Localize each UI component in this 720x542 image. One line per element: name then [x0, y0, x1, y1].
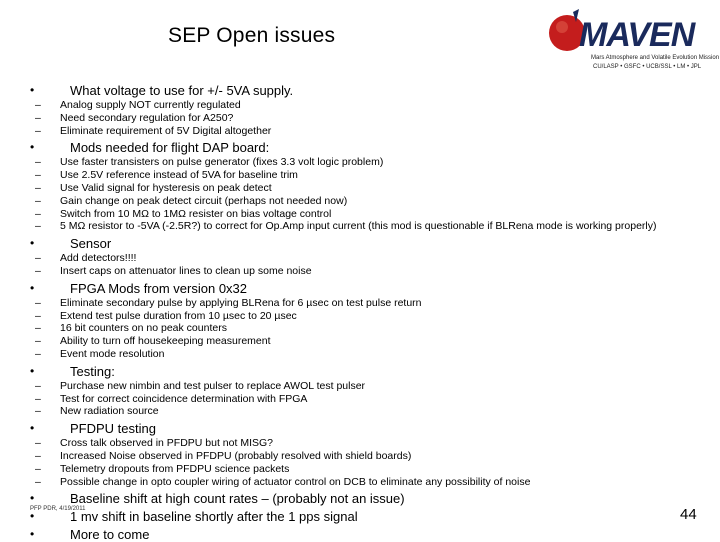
dash-icon: –: [35, 449, 41, 462]
dash-icon: –: [35, 392, 41, 405]
sub-bullet-text: Use 2.5V reference instead of 5VA for baseline trim: [60, 169, 298, 182]
dash-icon: –: [35, 335, 41, 348]
dash-icon: –: [35, 322, 41, 335]
dash-icon: –: [35, 475, 41, 488]
dash-icon: –: [35, 296, 41, 309]
bullet-text: FPGA Mods from version 0x32: [70, 280, 248, 296]
sub-bullet-item: [28, 463, 693, 476]
sub-bullet-text: Cross talk observed in PFDPU but not MISG?: [60, 437, 273, 450]
sub-bullet-item: [28, 437, 693, 450]
maven-logo: [543, 8, 720, 80]
sub-bullet-item: [28, 156, 693, 169]
dash-icon: –: [35, 181, 41, 194]
sub-bullet-text: Insert caps on attenuator lines to clean up some noise: [60, 264, 312, 277]
bullet-icon: •: [30, 527, 35, 542]
sub-bullet-item: [28, 208, 693, 221]
bullet-icon: •: [30, 509, 35, 524]
footer-text: PFP PDR, 4/19/2011: [30, 506, 86, 512]
sub-bullet-list: [28, 297, 693, 361]
dash-icon: –: [35, 207, 41, 220]
dash-icon: –: [35, 347, 41, 360]
sub-bullet-list: [28, 437, 693, 488]
sub-bullet-text: Add detectors!!!!: [60, 252, 137, 265]
dash-icon: –: [35, 309, 41, 322]
dash-icon: –: [35, 252, 41, 265]
sub-bullet-list: [28, 380, 693, 418]
sub-bullet-item: [28, 195, 693, 208]
sub-bullet-text: 16 bit counters on no peak counters: [60, 322, 227, 335]
bullet-icon: •: [30, 140, 35, 155]
sub-bullet-text: Telemetry dropouts from PFDPU science packets: [60, 462, 290, 475]
slide-title: SEP Open issues: [168, 24, 336, 47]
dash-icon: –: [35, 99, 41, 111]
bullet-icon: •: [30, 491, 35, 506]
bullet-icon: •: [30, 363, 35, 378]
sub-bullet-text: Purchase new nimbin and test pulser to replace AWOL test pulser: [60, 379, 366, 392]
bullet-item: [28, 509, 693, 524]
bullet-item: [28, 236, 693, 251]
sub-bullet-text: Analog supply NOT currently regulated: [60, 99, 241, 111]
sub-bullet-item: [28, 265, 693, 278]
sub-bullet-list: [28, 99, 693, 137]
logo-tagline: Mars Atmosphere and Volatile Evolution Mission: [591, 55, 720, 61]
bullet-item: [28, 364, 693, 379]
bullet-item: [28, 491, 693, 506]
sub-bullet-item: [28, 335, 693, 348]
bullet-item: [28, 140, 693, 155]
sub-bullet-item: [28, 125, 693, 138]
dash-icon: –: [35, 379, 41, 392]
bullet-text: 1 mv shift in baseline shortly after the 1 pps signal: [70, 509, 358, 525]
slide-body: [28, 80, 693, 542]
bullet-icon: •: [30, 421, 35, 436]
bullet-icon: •: [30, 280, 35, 295]
sub-bullet-text: Use Valid signal for hysteresis on peak detect: [60, 181, 272, 194]
sub-bullet-list: [28, 252, 693, 278]
maven-wordmark: MAVEN: [579, 16, 695, 54]
dash-icon: –: [35, 264, 41, 277]
sub-bullet-text: Use faster transisters on pulse generator (fixes 3.3 volt logic problem): [60, 156, 384, 169]
sub-bullet-text: Eliminate requirement of 5V Digital altogether: [60, 124, 272, 137]
sub-bullet-item: [28, 182, 693, 195]
sub-bullet-item: [28, 380, 693, 393]
sub-bullet-item: [28, 405, 693, 418]
sub-bullet-item: [28, 393, 693, 406]
dash-icon: –: [35, 194, 41, 207]
sub-bullet-text: Event mode resolution: [60, 347, 165, 360]
bullet-text: PFDPU testing: [70, 421, 156, 437]
bullet-text: Sensor: [70, 236, 112, 252]
bullet-item: [28, 83, 693, 98]
bullet-icon: •: [30, 83, 35, 97]
page-number: 44: [680, 506, 697, 523]
dash-icon: –: [35, 462, 41, 475]
sub-bullet-text: Ability to turn off housekeeping measurement: [60, 335, 271, 348]
sub-bullet-text: Eliminate secondary pulse by applying BLRena for 6 µsec on test pulse return: [60, 296, 422, 309]
sub-bullet-item: [28, 297, 693, 310]
sub-bullet-text: Extend test pulse duration from 10 µsec to 20 µsec: [60, 309, 297, 322]
sub-bullet-item: [28, 450, 693, 463]
sub-bullet-item: [28, 322, 693, 335]
bullet-text: More to come: [70, 527, 150, 542]
bullet-text: What voltage to use for +/- 5VA supply.: [70, 83, 294, 98]
sub-bullet-item: [28, 112, 693, 125]
bullet-item: [28, 281, 693, 296]
sub-bullet-text: Switch from 10 MΩ to 1MΩ resister on bias voltage control: [60, 207, 332, 220]
dash-icon: –: [35, 169, 41, 182]
sub-bullet-text: Possible change in opto coupler wiring of actuator control on DCB to eliminate any possibility of noise: [60, 475, 531, 488]
logo-partners: CU/LASP • GSFC • UCB/SSL • LM • JPL: [593, 64, 702, 70]
sub-bullet-item: [28, 169, 693, 182]
bullet-item: [28, 421, 693, 436]
sub-bullet-item: [28, 310, 693, 323]
sub-bullet-list: [28, 156, 693, 233]
sub-bullet-item: [28, 476, 693, 489]
bullet-icon: •: [30, 236, 35, 251]
sub-bullet-item: [28, 220, 693, 233]
dash-icon: –: [35, 156, 41, 169]
sub-bullet-text: Test for correct coincidence determination with FPGA: [60, 392, 308, 405]
bullet-text: Baseline shift at high count rates – (probably not an issue): [70, 491, 405, 507]
bullet-text: Testing:: [70, 363, 115, 379]
sub-bullet-item: [28, 99, 693, 112]
sub-bullet-text: New radiation source: [60, 405, 159, 418]
dash-icon: –: [35, 220, 41, 233]
dash-icon: –: [35, 437, 41, 450]
sub-bullet-item: [28, 252, 693, 265]
sub-bullet-text: 5 MΩ resistor to -5VA (-2.5R?) to correct for Op.Amp input current (this mod is questionable if BLRena mode is working properly): [60, 220, 657, 233]
sub-bullet-text: Need secondary regulation for A250?: [60, 111, 234, 124]
sub-bullet-item: [28, 348, 693, 361]
bullet-text: Mods needed for flight DAP board:: [70, 140, 270, 156]
sub-bullet-text: Gain change on peak detect circuit (perhaps not needed now): [60, 194, 348, 207]
dash-icon: –: [35, 405, 41, 418]
maven-logo-graphic: [543, 8, 715, 54]
dash-icon: –: [35, 111, 41, 124]
sub-bullet-text: Increased Noise observed in PFDPU (probably resolved with shield boards): [60, 449, 412, 462]
dash-icon: –: [35, 124, 41, 137]
